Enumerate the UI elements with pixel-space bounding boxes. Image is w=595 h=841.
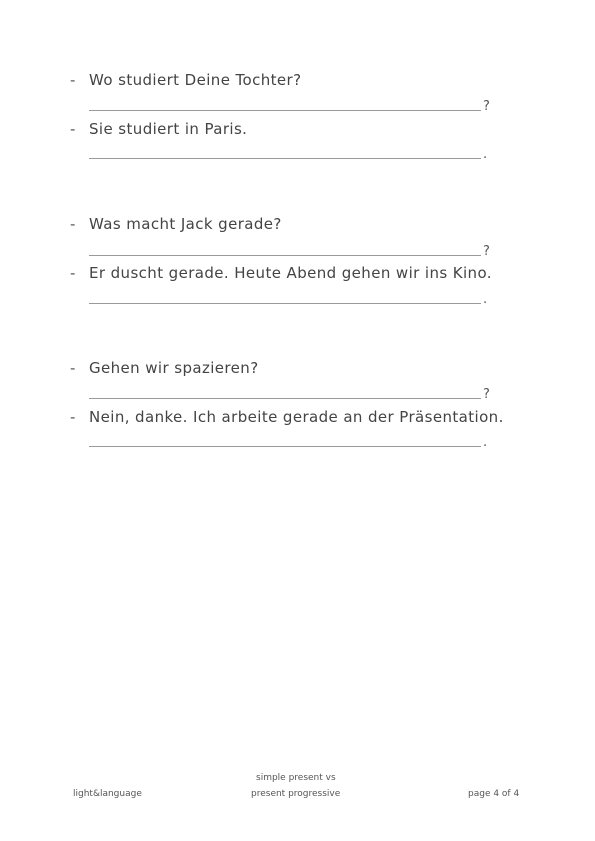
question-mark: ? [483,387,490,402]
footer-topic-line-2: present progressive [251,789,341,799]
answer-line [89,303,481,304]
answer-line [89,110,481,111]
reply-text: Nein, danke. Ich arbeite gerade an der Präsentation. [89,408,504,426]
question-line [70,359,259,377]
period-mark: . [483,292,488,307]
dash-bullet: - [70,408,76,426]
question-line [70,215,282,233]
answer-line [89,255,481,256]
footer-page-number: page 4 of 4 [468,789,520,799]
question-text: Wo studiert Deine Tochter? [89,71,302,89]
dash-bullet: - [70,264,76,282]
dash-bullet: - [70,120,76,138]
question-line [70,71,301,89]
question-mark: ? [483,244,490,259]
question-text: Gehen wir spazieren? [89,359,259,377]
dash-bullet: - [70,71,76,89]
answer-line [89,446,481,447]
question-mark: ? [483,99,490,114]
footer-topic-line-1: simple present vs [256,773,336,783]
dash-bullet: - [70,215,76,233]
reply-line [70,264,492,282]
footer-brand: light&language [73,789,142,799]
question-text: Was macht Jack gerade? [89,215,282,233]
answer-line [89,398,481,399]
reply-line [70,408,504,426]
reply-text: Sie studiert in Paris. [89,120,248,138]
period-mark: . [483,147,488,162]
reply-line [70,120,247,138]
dash-bullet: - [70,359,76,377]
reply-text: Er duscht gerade. Heute Abend gehen wir ins Kino. [89,264,492,282]
answer-line [89,158,481,159]
period-mark: . [483,435,488,450]
